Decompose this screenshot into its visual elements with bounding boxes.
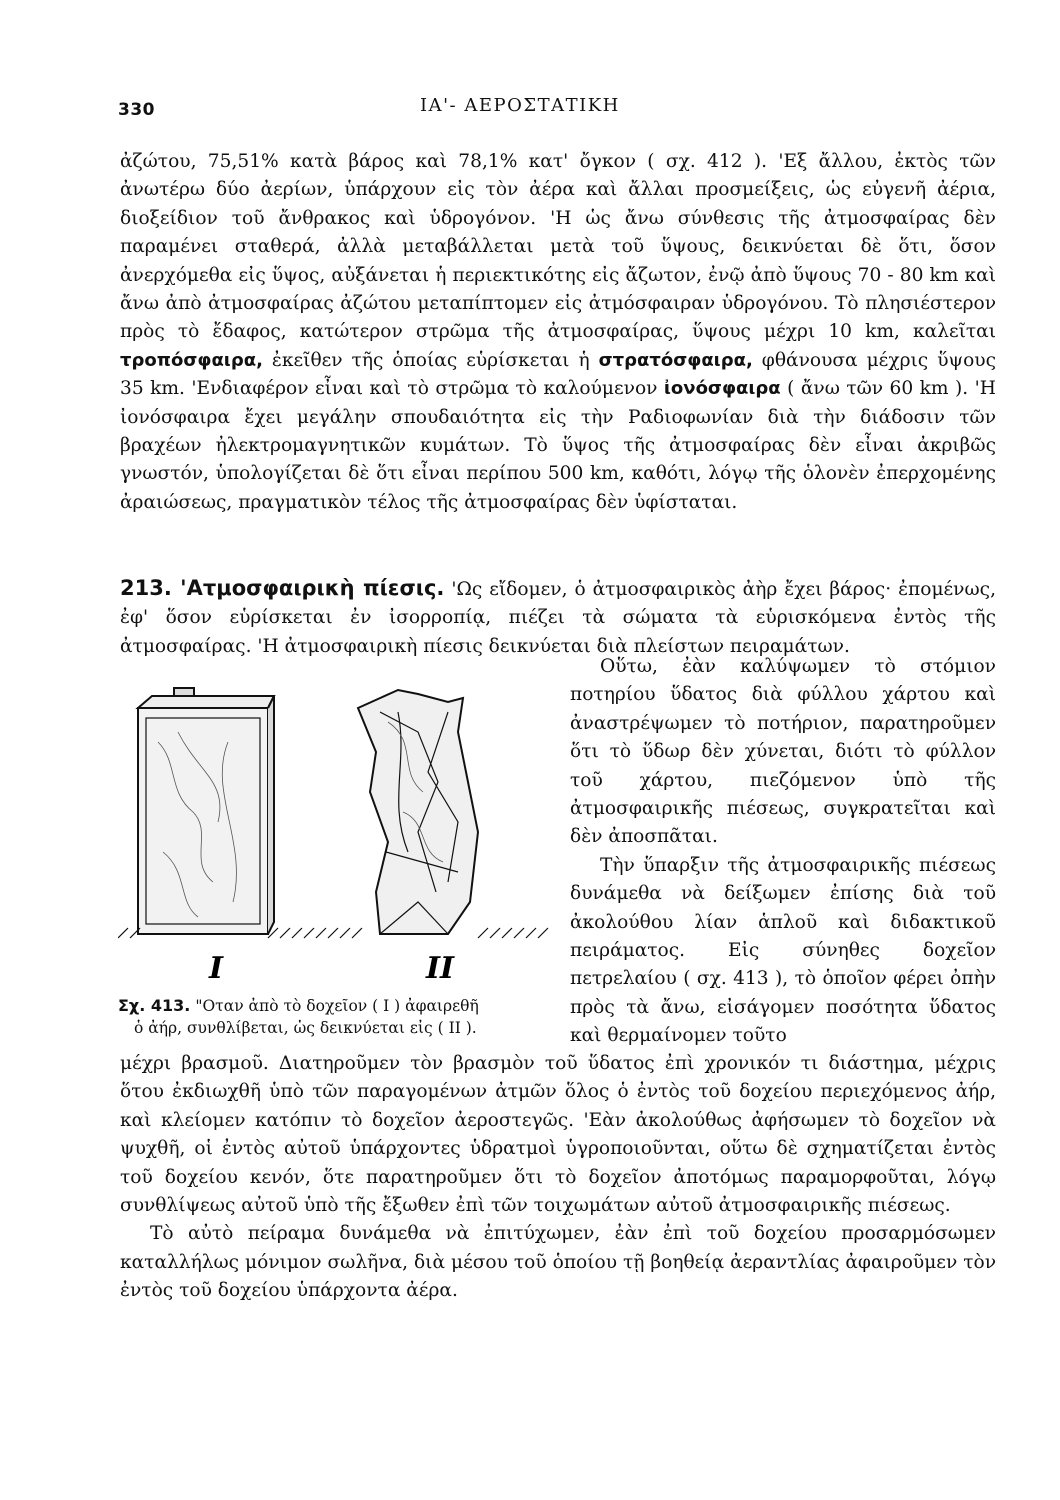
section-213 xyxy=(120,574,996,661)
section-heading: 213. 'Ατμοσφαιρικὴ πίεσις. xyxy=(120,576,445,600)
page-number: 330 xyxy=(118,100,155,120)
can-illustration xyxy=(118,672,558,992)
bottom-paragraph-1: μέχρι βρασμοῦ. Διατηροῦμεν τὸν βρασμὸν τοῦ ὕδατος ἐπὶ χρονικόν τι διάστημα, μέχρις ὅτου ἐκδιωχθῆ ὑπὸ τῶν παραγομένων ἀτμῶν ὅλος ὁ ἐντὸς τοῦ δοχείου περιεχόμενος ἀήρ, καὶ κλείομεν κατόπιν τὸ δοχεῖον ἀεροστεγῶς. 'Εὰν ἀκολούθως ἀφήσωμεν τὸ δοχεῖον νὰ ψυχθῆ, οἱ ἐντὸς αὐτοῦ ὑπάρχοντες ὑδρατμοὶ ὑγροποιοῦνται, οὕτω δὲ σχηματίζεται ἐντὸς τοῦ δοχείου κενόν, ὅτε παρατηροῦμεν ὅτι τὸ δοχεῖον ἀποτόμως παραμορφοῦται, λόγῳ συνθλίψεως αὐτοῦ ὑπὸ τῆς ἔξωθεν ἐπὶ τῶν τοιχωμάτων αὐτοῦ ἀτμοσφαιρικῆς πιέσεως. xyxy=(120,1053,996,1217)
term-stratosphere: στρατόσφαιρα, xyxy=(598,349,753,371)
top-paragraph xyxy=(120,148,996,517)
caption-line-1: "Οταν ἀπὸ τὸ δοχεῖον ( I ) ἀφαιρεθῆ xyxy=(195,997,479,1015)
top-text-1: ἀζώτου, 75,51% κατὰ βάρος καὶ 78,1% κατ' ὄγκον ( σχ. 412 ). 'Εξ ἄλλου, ἐκτὸς τῶν ἀνωτέρω δύο ἀερίων, ὑπάρχουν εἰς τὸν ἀέρα καὶ ἄλλαι προσμείξεις, ὡς εὐγενῆ ἀέρια, διοξείδιον τοῦ ἄνθρακος καὶ ὑδρογόνον. 'Η ὡς ἄνω σύνθεσις τῆς ἀτμοσφαίρας δὲν παραμένει σταθερά, ἀλλὰ μεταβάλλεται μετὰ τοῦ ὕψους, δεικνύεται δὲ ὅτι, ὅσον ἀνερχόμεθα εἰς ὕψος, αὐξάνεται ἡ περιεκτικότης εἰς ἄζωτον, ἐνῷ ἀπὸ ὕψους 70 - 80 km καὶ ἄνω ἀπὸ ἀτμοσφαίρας ἀζώτου μεταπίπτομεν εἰς ἀτμόσφαιραν ὑδρογόνου. Τὸ πλησιέστερον πρὸς τὸ ἔδαφος, κατώτερον στρῶμα τῆς ἀτμοσφαίρας, ὕψους μέχρι 10 km, καλεῖται xyxy=(120,151,996,343)
crushed-can-drawing xyxy=(358,690,478,934)
section-intro: 'Ως εἴδομεν, ὁ ἀτμοσφαιρικὸς ἀὴρ ἔχει βάρος· ἐπομένως, ἐφ' ὅσον εὑρίσκεται ἐν ἰσορροπίᾳ, πιέζει τὰ σώματα τὰ εὑρισκόμενα ἐντὸς τῆς ἀτμοσφαίρας. 'Η ἀτμοσφαιρικὴ πίεσις δεικνύεται διὰ πλείστων πειραμάτων. xyxy=(120,579,996,657)
side-paragraph-1: Οὕτω, ἐὰν καλύψωμεν τὸ στόμιον ποτηρίου ὕδατος διὰ φύλλου χάρτου καὶ ἀναστρέψωμεν τὸ ποτήριον, παρατηροῦμεν ὅτι τὸ ὕδωρ δὲν χύνεται, διότι τὸ φύλλον τοῦ χάρτου, πιεζόμενον ὑπὸ τῆς ἀτμοσφαιρικῆς πιέσεως, συγκρατεῖται καὶ δὲν ἀποσπᾶται. xyxy=(570,656,996,848)
bottom-paragraph-2: Τὸ αὐτὸ πείραμα δυνάμεθα νὰ ἐπιτύχωμεν, ἐὰν ἐπὶ τοῦ δοχείου προσαρμόσωμεν καταλλήλως μόνιμον σωλῆνα, διὰ μέσου τοῦ ὁποίου τῇ βοηθείᾳ ἀεραντλίας ἀφαιροῦμεν τὸν ἐντὸς τοῦ δοχείου ὑπάρχοντα ἀέρα. xyxy=(120,1223,996,1302)
side-column xyxy=(570,653,996,1051)
intact-can-drawing xyxy=(138,688,274,934)
term-ionosphere: ἰονόσφαιρα xyxy=(663,378,781,400)
term-troposphere: τροπόσφαιρα, xyxy=(120,349,263,371)
caption-label: Σχ. 413. xyxy=(118,996,191,1015)
figure-label-i: I xyxy=(208,951,224,986)
caption-line-2: ὁ ἀήρ, συνθλίβεται, ὡς δεικνύεται εἰς ( II ). xyxy=(134,1019,477,1037)
top-text-2: ἐκεῖθεν τῆς ὁποίας εὑρίσκεται ἡ xyxy=(271,349,590,371)
figure-label-ii: II xyxy=(425,951,455,986)
side-paragraph-2: Τὴν ὕπαρξιν τῆς ἀτμοσφαιρικῆς πιέσεως δυνάμεθα νὰ δείξωμεν ἐπίσης διὰ τοῦ ἀκολούθου λίαν ἁπλοῦ καὶ διδακτικοῦ πειράματος. Εἰς σύνηθες δοχεῖον πετρελαίου ( σχ. 413 ), τὸ ὁποῖον φέρει ὀπὴν πρὸς τὰ ἄνω, εἰσάγομεν ποσότητα ὕδατος καὶ θερμαίνομεν τοῦτο xyxy=(570,854,996,1047)
top-text-4: ( ἄνω τῶν 60 km ). 'Η ἰονόσφαιρα ἔχει μεγάλην σπουδαιότητα εἰς τὴν Ραδιοφωνίαν διὰ τὴν διάδοσιν τῶν βραχέων ἠλεκτρομαγνητικῶν κυμάτων. Τὸ ὕψος τῆς ἀτμοσφαίρας δὲν εἶναι ἀκριβῶς γνωστόν, ὑπολογίζεται δὲ ὅτι εἶναι περίπου 500 km, καθότι, λόγῳ τῆς ὁλονὲν ἐπερχομένης ἀραιώσεως, πραγματικὸν τέλος τῆς ἀτμοσφαίρας δὲν ὑφίσταται. xyxy=(120,378,996,513)
bottom-text xyxy=(120,1050,996,1306)
figure-413 xyxy=(118,672,558,992)
figure-caption xyxy=(118,995,558,1039)
top-text-3: φθάνουσα μέχρις ὕψους 35 km. 'Ενδιαφέρον εἶναι καὶ τὸ στρῶμα τὸ καλούμενον xyxy=(120,349,997,400)
running-title: ΙΑ'- ΑΕΡΟΣΤΑΤΙΚΗ xyxy=(420,95,620,116)
